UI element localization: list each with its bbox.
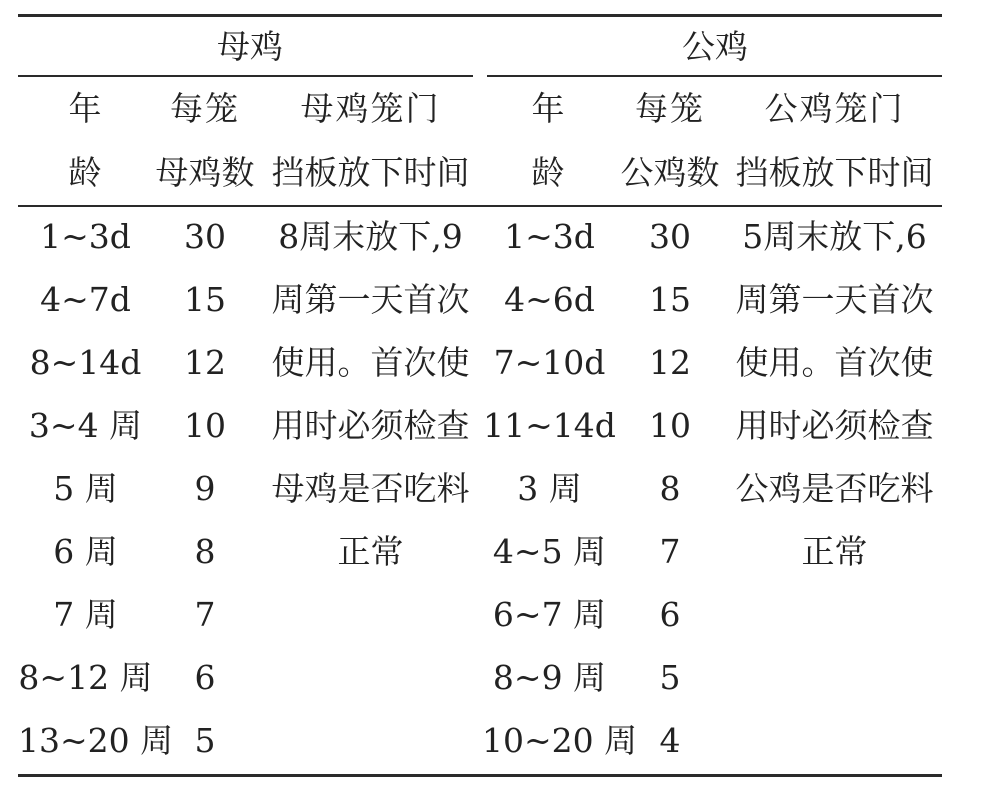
hen-age-cell: 13~20 周: [18, 721, 174, 760]
hen-group-header: 母鸡: [217, 27, 283, 66]
rooster-count-cell: 12: [649, 343, 691, 382]
rooster-group-header: 公鸡: [682, 27, 748, 66]
rooster-group-underline: [487, 75, 942, 77]
rooster-door-note-line: 用时必须检查: [735, 406, 934, 445]
hen-door-note-line: 母鸡是否吃料: [271, 469, 470, 508]
hen-count-cell: 12: [184, 343, 226, 382]
rooster-door-note-line: 5周末放下,6: [742, 217, 927, 256]
hen-door-header-line2: 挡板放下时间: [271, 153, 470, 192]
hen-age-cell: 1~3d: [40, 217, 131, 256]
rooster-count-cell: 10: [649, 406, 691, 445]
rooster-age-cell: 11~14d: [483, 406, 616, 445]
hen-age-cell: 8~14d: [29, 343, 142, 382]
hen-age-cell: 3~4 周: [28, 406, 143, 445]
rooster-count-cell: 30: [649, 217, 691, 256]
hen-count-header-line1: 每笼: [170, 89, 240, 128]
hen-age-cell: 6 周: [53, 532, 118, 571]
hen-count-cell: 15: [184, 280, 226, 319]
rooster-age-header-line2: 龄: [531, 153, 565, 192]
rooster-count-cell: 4: [659, 721, 681, 760]
hen-door-note-line: 使用。首次使: [271, 343, 470, 382]
rooster-door-note-line: 周第一天首次: [735, 280, 934, 319]
hen-age-cell: 7 周: [53, 595, 118, 634]
rooster-door-header-line1: 公鸡笼门: [764, 89, 905, 128]
rooster-age-cell: 6~7 周: [492, 595, 607, 634]
hen-door-header-line1: 母鸡笼门: [300, 89, 441, 128]
rooster-age-cell: 3 周: [517, 469, 582, 508]
hen-age-cell: 4~7d: [40, 280, 131, 319]
hen-door-note-line: 8周末放下,9: [278, 217, 463, 256]
rooster-count-cell: 15: [649, 280, 691, 319]
header-bottom-rule: [18, 205, 942, 207]
hen-count-header-line2: 母鸡数: [155, 153, 255, 192]
hen-age-cell: 8~12 周: [18, 658, 153, 697]
rooster-door-note-line: 使用。首次使: [735, 343, 934, 382]
rooster-age-cell: 8~9 周: [492, 658, 607, 697]
hen-door-note-line: 正常: [337, 532, 404, 571]
hen-age-header-line1: 年: [68, 89, 102, 128]
table-top-rule: [18, 14, 942, 17]
rooster-age-header-line1: 年: [531, 89, 565, 128]
hen-count-cell: 10: [184, 406, 226, 445]
hen-age-cell: 5 周: [53, 469, 118, 508]
table-bottom-rule: [18, 774, 942, 777]
rooster-count-cell: 5: [659, 658, 681, 697]
hen-count-cell: 30: [184, 217, 226, 256]
rooster-count-header-line2: 公鸡数: [620, 153, 720, 192]
rooster-age-cell: 4~5 周: [492, 532, 607, 571]
hen-count-cell: 8: [194, 532, 216, 571]
hen-count-cell: 5: [194, 721, 216, 760]
rooster-count-header-line1: 每笼: [635, 89, 705, 128]
rooster-door-note-line: 正常: [801, 532, 868, 571]
rooster-age-cell: 7~10d: [493, 343, 606, 382]
rooster-door-note-line: 公鸡是否吃料: [735, 469, 934, 508]
hen-group-underline: [18, 75, 473, 77]
hen-count-cell: 9: [194, 469, 216, 508]
rooster-count-cell: 8: [659, 469, 681, 508]
rooster-count-cell: 7: [659, 532, 681, 571]
hen-count-cell: 7: [194, 595, 216, 634]
hen-count-cell: 6: [194, 658, 216, 697]
hen-age-header-line2: 龄: [68, 153, 102, 192]
rooster-age-cell: 4~6d: [504, 280, 595, 319]
hen-door-note-line: 用时必须检查: [271, 406, 470, 445]
rooster-age-cell: 1~3d: [504, 217, 595, 256]
rooster-door-header-line2: 挡板放下时间: [735, 153, 934, 192]
rooster-age-cell: 10~20 周: [482, 721, 638, 760]
hen-door-note-line: 周第一天首次: [271, 280, 470, 319]
rooster-count-cell: 6: [659, 595, 681, 634]
